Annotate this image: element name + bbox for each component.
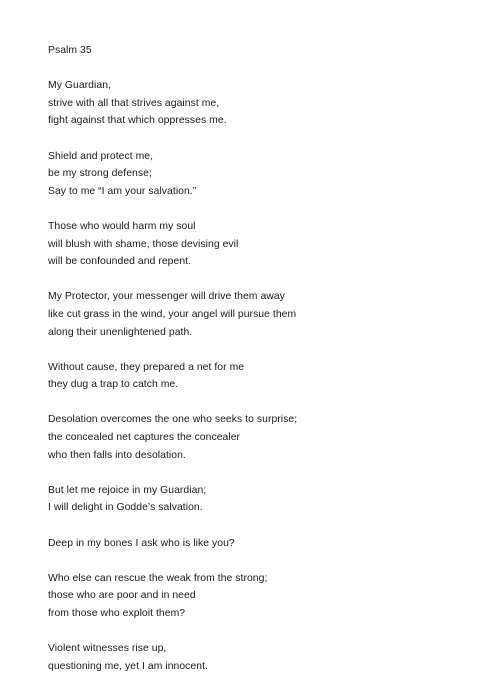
verse-line: Who else can rescue the weak from the strong;	[48, 572, 268, 584]
verse-line: Without cause, they prepared a net for me	[48, 361, 245, 373]
verse-line: But let me rejoice in my Guardian;	[48, 484, 207, 496]
verse-line: Deep in my bones I ask who is like you?	[48, 537, 235, 549]
verse-line: will blush with shame, those devising evil	[48, 238, 239, 250]
verse-line: Those who would harm my soul	[48, 220, 196, 232]
stanza	[48, 570, 468, 623]
stanza	[48, 482, 468, 517]
verse-line: I will delight in Godde’s salvation.	[48, 502, 203, 514]
verse-line: Shield and protect me,	[48, 150, 154, 162]
stanza	[48, 218, 468, 271]
stanza	[48, 535, 468, 553]
verse-line: who then falls into desolation.	[48, 449, 186, 461]
verse-line: fight against that which oppresses me.	[48, 115, 227, 127]
verse-line: the concealed net captures the concealer	[48, 432, 241, 444]
psalm-text	[48, 42, 468, 693]
verse-line: those who are poor and in need	[48, 590, 196, 602]
stanza	[48, 288, 468, 341]
verse-line: will be confounded and repent.	[48, 256, 192, 268]
verse-line: questioning me, yet I am innocent.	[48, 660, 208, 672]
stanza	[48, 77, 468, 130]
stanza	[48, 411, 468, 464]
verse-line: Violent witnesses rise up,	[48, 643, 167, 655]
verse-line: Say to me “I am your salvation.”	[48, 185, 197, 197]
verse-line: along their unenlightened path.	[48, 326, 193, 338]
verse-line: like cut grass in the wind, your angel will pursue them	[48, 308, 297, 320]
verse-line: be my strong defense;	[48, 168, 152, 180]
stanza	[48, 148, 468, 201]
page-title: Psalm 35	[48, 45, 92, 56]
verse-line: My Protector, your messenger will drive them away	[48, 291, 285, 303]
stanza	[48, 640, 468, 675]
verse-line: strive with all that strives against me,	[48, 97, 220, 109]
stanza	[48, 359, 468, 394]
verse-line: they dug a trap to catch me.	[48, 379, 179, 391]
verse-line: from those who exploit them?	[48, 608, 186, 619]
verse-line: My Guardian,	[48, 80, 111, 92]
verse-line: Desolation overcomes the one who seeks to surprise;	[48, 414, 298, 426]
